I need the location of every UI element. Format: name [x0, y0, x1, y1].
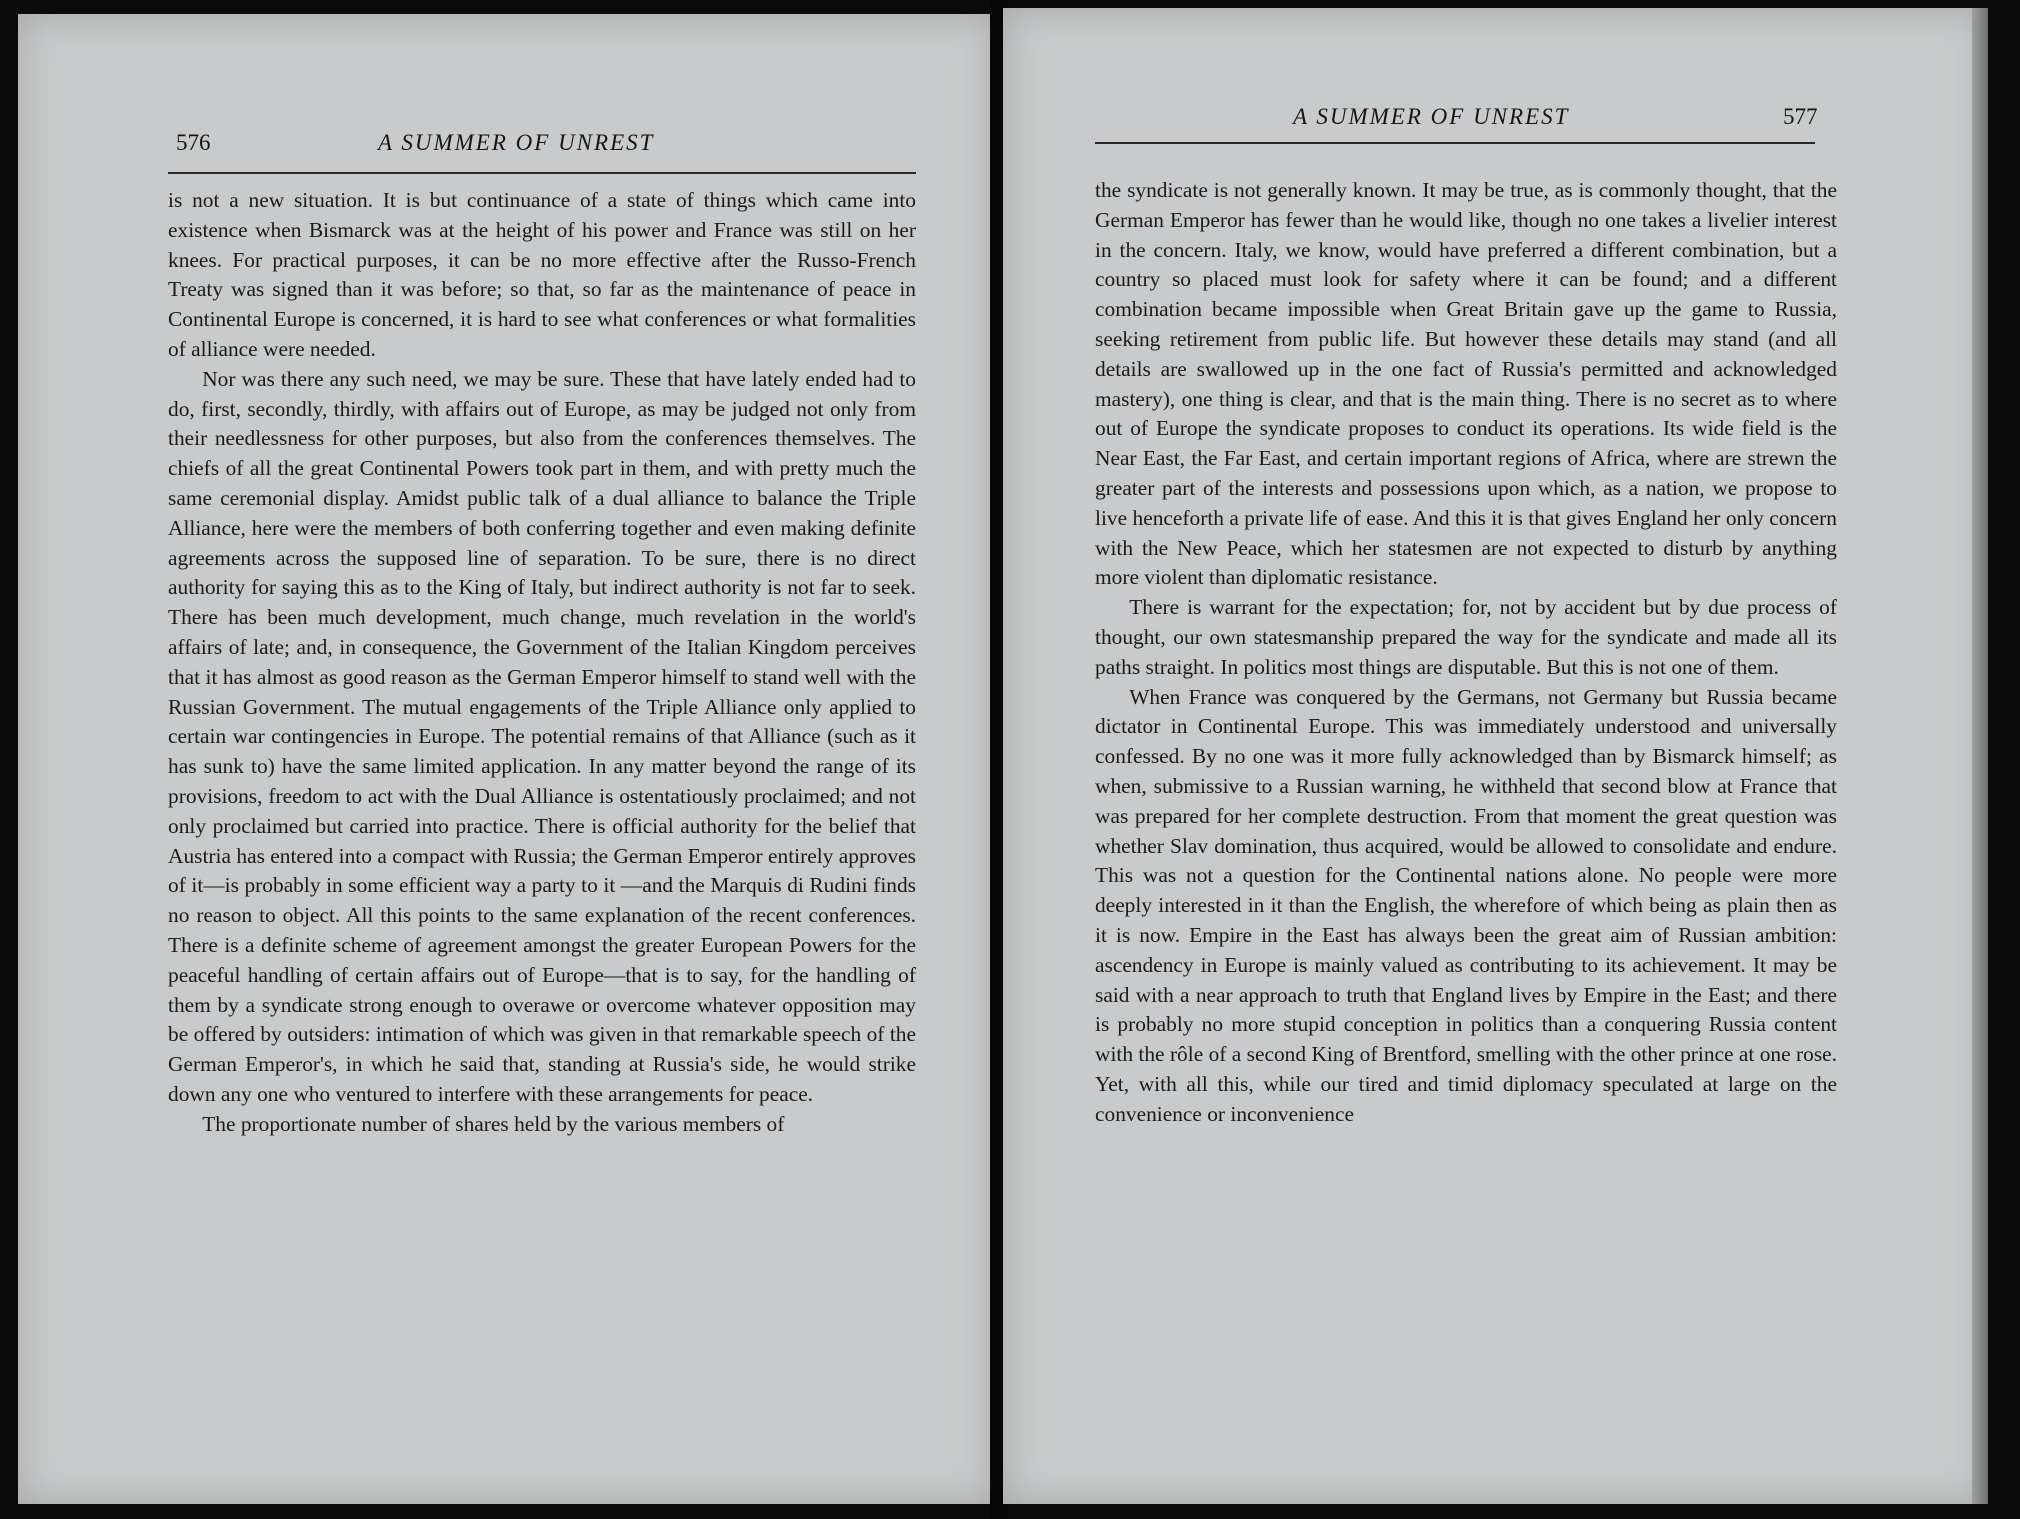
right-page: [1003, 8, 1988, 1504]
page-edge-shadow: [1972, 8, 1988, 1504]
left-paragraph-3: The proportionate number of shares held by the various members of: [202, 1111, 785, 1136]
right-page-number: 577: [1783, 104, 1818, 129]
left-page: [18, 14, 996, 1504]
right-paragraph-1: the syndicate is not generally known. It may be true, as is commonly thought, that the German Emperor has fewer than he would like, though no one takes a livelier interest in the concern. Italy, we know, would have preferred a different combination, but a country so placed must look for safety where it can be found; and a different combination became impossible when Great Britain gave up the game to Russia, seeking retirement from public life. But however these details may stand (and all details are swallowed up in the one fact of Russia's permitted and acknowledged mastery), one thing is clear, and that is the main thing. There is no secret as to where out of Europe the syndicate proposes to conduct its operations. Its wide field is the Near East, the Far East, and certain important regions of Africa, where are strewn the greater part of the interests and possessions upon which, as a nation, we propose to live henceforth a private life of ease. And this it is that gives England her only concern with the New Peace, which her statesmen are not expected to disturb by anything more violent than diplomatic resistance.: [1095, 178, 1837, 590]
left-paragraph-1: is not a new situation. It is but continuance of a state of things which came into existence when Bismarck was at the height of his power and France was still on her knees. For practical purposes, it can be no more effective after the Russo-French Treaty was signed than it was before; so that, so far as the maintenance of peace in Continental Europe is concerned, it is hard to see what conferences or what formalities of alliance were needed.: [168, 188, 916, 361]
left-running-title: A SUMMER OF UNREST: [378, 130, 655, 155]
right-paragraph-2: There is warrant for the expectation; for, not by accident but by due process of thought, our own statesmanship prepared the way for the syndicate and made all its paths straight. In politics most things are disputable. But this is not one of them.: [1095, 595, 1837, 679]
left-page-body: [168, 186, 916, 1140]
right-paragraph-3: When France was conquered by the Germans, not Germany but Russia became dictator in Continental Europe. This was immediately understood and universally confessed. By no one was it more fully acknowledged than by Bismarck himself; as when, submissive to a Russian warning, he withheld that second blow at France that was prepared for her complete destruction. From that moment the great question was whether Slav domination, thus acquired, would be allowed to consolidate and endure. This was not a question for the Continental nations alone. No people were more deeply interested in it than the English, the wherefore of which being as plain then as it is now. Empire in the East has always been the great aim of Russian ambition: ascendency in Europe is mainly valued as contributing to its achievement. It may be said with a near approach to truth that England lives by Empire in the East; and there is probably no more stupid conception in politics than a conquering Russia content with the rôle of a second King of Brentford, smelling with the other prince at one rose. Yet, with all this, while our tired and timid diplomacy speculated at large on the convenience or inconvenience: [1095, 684, 1837, 1126]
right-running-title: A SUMMER OF UNREST: [1293, 104, 1570, 129]
right-page-body: [1095, 176, 1837, 1130]
left-header-rule: [168, 172, 916, 174]
left-paragraph-2: Nor was there any such need, we may be sure. These that have lately ended had to do, first, secondly, thirdly, with affairs out of Europe, as may be judged not only from their needlessness for other purposes, but also from the conferences themselves. The chiefs of all the great Continental Powers took part in them, and with pretty much the same ceremonial display. Amidst public talk of a dual alliance to balance the Triple Alliance, here were the members of both conferring together and even making definite agreements across the supposed line of separation. To be sure, there is no direct authority for saying this as to the King of Italy, but indirect authority is not far to seek. There has been much development, much change, much revelation in the world's affairs of late; and, in consequence, the Government of the Italian Kingdom perceives that it has almost as good reason as the German Emperor himself to stand well with the Russian Government. The mutual engagements of the Triple Alliance only applied to certain war contingencies in Europe. The potential remains of that Alliance (such as it has sunk to) have the same limited application. In any matter beyond the range of its provisions, freedom to act with the Dual Alliance is ostentatiously proclaimed; and not only proclaimed but carried into practice. There is official authority for the belief that Austria has entered into a compact with Russia; the German Emperor entirely approves of it—is probably in some efficient way a party to it —and the Marquis di Rudini finds no reason to object. All this points to the same explanation of the recent conferences. There is a definite scheme of agreement amongst the greater European Powers for the peaceful handling of certain affairs out of Europe—that is to say, for the handling of them by a syndicate strong enough to overawe or overcome whatever opposition may be offered by outsiders: intimation of which was given in that remarkable speech of the German Emperor's, in which he said that, standing at Russia's side, he would strike down any one who ventured to interfere with these arrangements for peace.: [168, 366, 916, 1106]
left-page-number: 576: [176, 130, 211, 155]
right-header-rule: [1095, 142, 1815, 144]
